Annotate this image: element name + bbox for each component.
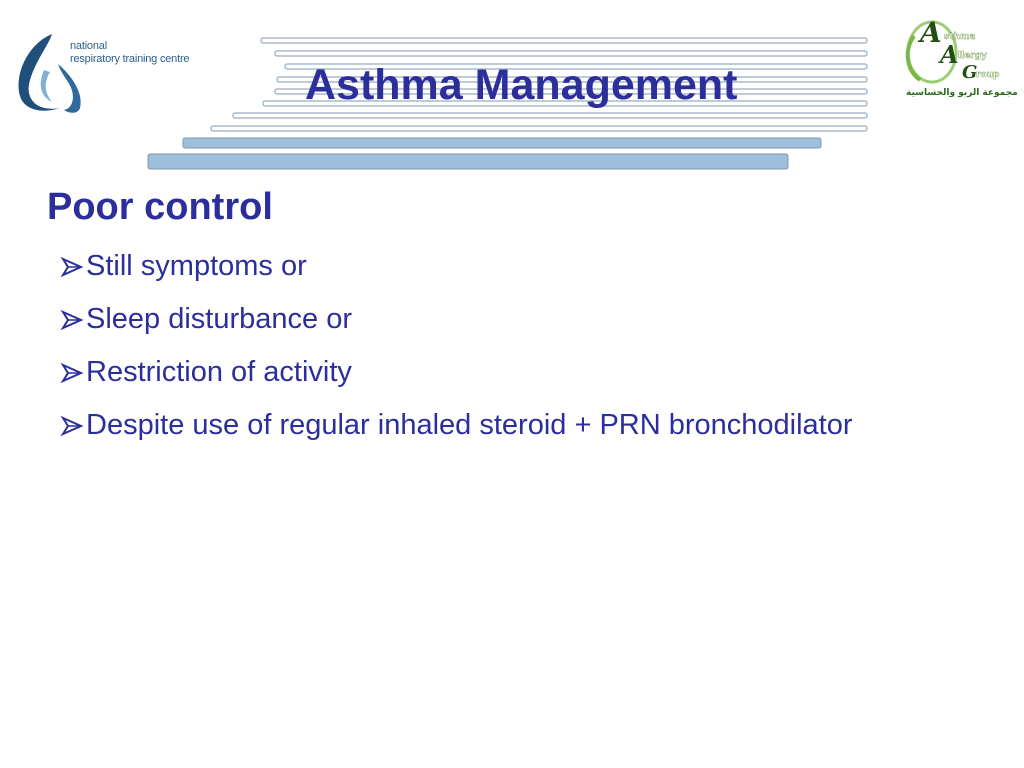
aag-letter-a1: A [920,16,942,49]
aag-word-3: roup [976,70,1000,80]
arrow-bullet-icon [60,362,84,384]
bullet-item [60,399,853,452]
aag-letter-a2: A [940,40,959,69]
bullet-item [60,346,853,399]
asthma-allergy-group-logo [900,16,1018,106]
bullet-item [60,240,853,293]
arrow-bullet-icon [60,256,84,278]
aag-arabic-caption: مجموعة الربو والحساسية [906,88,1018,98]
arrow-bullet-icon [60,309,84,331]
bullet-item [60,293,853,346]
bullet-text: Sleep disturbance or [86,303,352,335]
arrow-bullet-icon [60,415,84,437]
aag-word-2: llergy [958,51,988,61]
ntrc-logo-line2: respiratory training centre [70,53,190,65]
bullet-list [60,240,853,452]
slide-title: Asthma Management [305,61,738,109]
bullet-text: Still symptoms or [86,250,307,282]
bullet-text: Restriction of activity [86,356,352,388]
bullet-text: Despite use of regular inhaled steroid + PRN bronchodilator [86,409,853,441]
ntrc-logo-line1: national [70,40,107,52]
aag-word-1: sthma [944,32,976,42]
section-heading: Poor control [47,186,273,228]
aag-letter-g: G [962,62,978,83]
